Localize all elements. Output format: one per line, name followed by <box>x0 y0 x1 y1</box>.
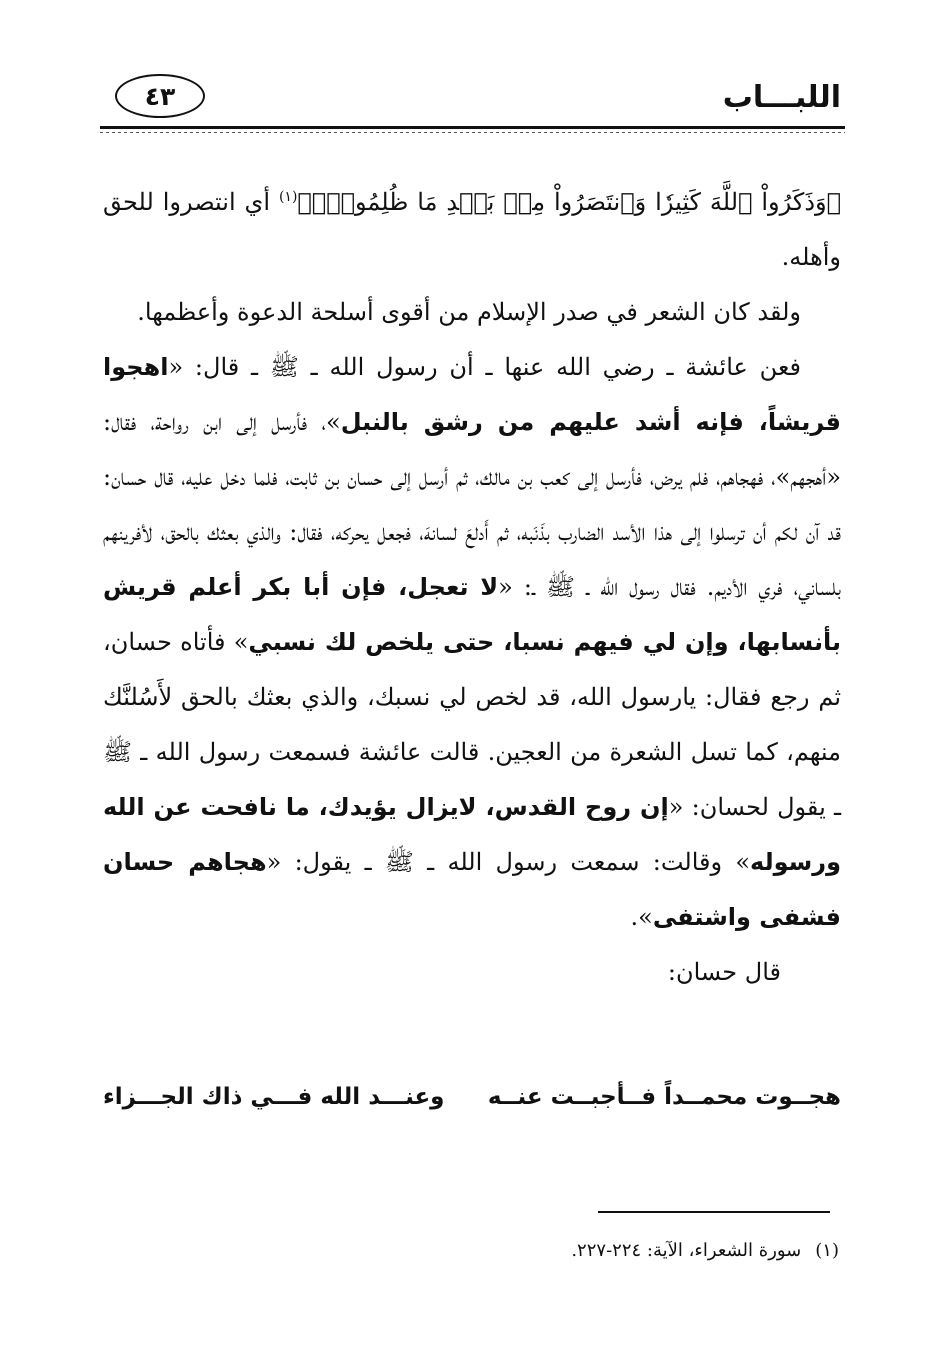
hadith-text-c: »، فأرسل إلى ابن رواحة، فقال: «أهجهم»، فهجاهم، فلم يرض، فأرسل إلى كعب بن مالك، ثم أرسل إلى حسان بن ثابت، فلما دخل عليه، قال حسان: قد آن لكم أن ترسلوا إلى هذا الأسد الضارب بذَنَبه، ثم أَدلعَ لسانهَ، فجعل يحركه، فقال: والذي بعثك بالحق، لأفرينهم بلساني، فري الأديم. فقال رسول الله ـ ﷺ ـ: « <box>103 408 842 601</box>
verse-first-hemistich: هجــوت محمــداً فــأجبــت عنــه <box>487 1084 841 1110</box>
hadith-quote-3: إن روح القدس، لايزال يؤيدك، ما نافحت عن الله ورسوله <box>103 793 841 876</box>
hadith-text-i: ». <box>630 903 653 931</box>
page-number-oval <box>115 74 205 118</box>
poetry-verse <box>103 1084 841 1110</box>
paragraph-3 <box>103 340 841 945</box>
hadith-quote-4: هجاهم حسان فشفى واشتفى <box>103 848 841 931</box>
footnote <box>571 1240 839 1261</box>
hadith-quote-2: لا تعجل، فإن أبا بكر أعلم قريش بأنسابها، وإن لي فيهم نسبا، حتى يلخص لك نسبي <box>103 573 841 656</box>
running-title: اللبـــاب <box>722 80 841 115</box>
hadith-quote-1: اهجوا قريشاً، فإنه أشد عليهم من رشق بالنبل <box>103 353 841 436</box>
page-number: ٤٣ <box>144 81 176 111</box>
quran-verse: ﴿وَذَكَرُواْ ٱللَّهَ كَثِيرٗا وَٱنتَصَرُواْ مِنۢ بَعۡدِ مَا ظُلِمُواْۗ﴾ <box>297 188 841 216</box>
verse-second-hemistich: وعنـــد الله فـــي ذاك الجـــزاء <box>103 1084 445 1110</box>
paragraph-1-text: أي انتصروا للحق وأهله. <box>103 188 841 271</box>
header-rule-dotted <box>100 132 845 133</box>
header-rule <box>100 126 845 129</box>
footnote-rule <box>598 1211 830 1213</box>
footnote-text: سورة الشعراء، الآية: ٢٢٤-٢٢٧. <box>571 1240 802 1261</box>
body-text <box>103 175 841 1000</box>
page-header <box>100 66 845 138</box>
hadith-text-e: » فأتاه حسان، ثم رجع فقال: يارسول الله، قد لخص لي نسبك، والذي بعثك بالحق لأَسُلنَّك منهم، كما تسل الشعرة من العجين. قالت عائشة فسمعت رسول الله ـ ﷺ ـ يقول لحسان: « <box>103 628 842 821</box>
paragraph-2: ولقد كان الشعر في صدر الإسلام من أقوى أسلحة الدعوة وأعظمها. <box>137 298 801 326</box>
verse-intro: قال حسان: <box>667 958 781 986</box>
hadith-text-g: » وقالت: سمعت رسول الله ـ ﷺ ـ يقول: « <box>266 848 751 876</box>
footnote-marker: (١) <box>278 189 298 205</box>
footnote-number: (١) <box>815 1240 839 1261</box>
paragraph-1 <box>103 175 841 285</box>
hadith-text-a: فعن عائشة ـ رضي الله عنها ـ أن رسول الله ـ ﷺ ـ قال: « <box>168 353 801 381</box>
